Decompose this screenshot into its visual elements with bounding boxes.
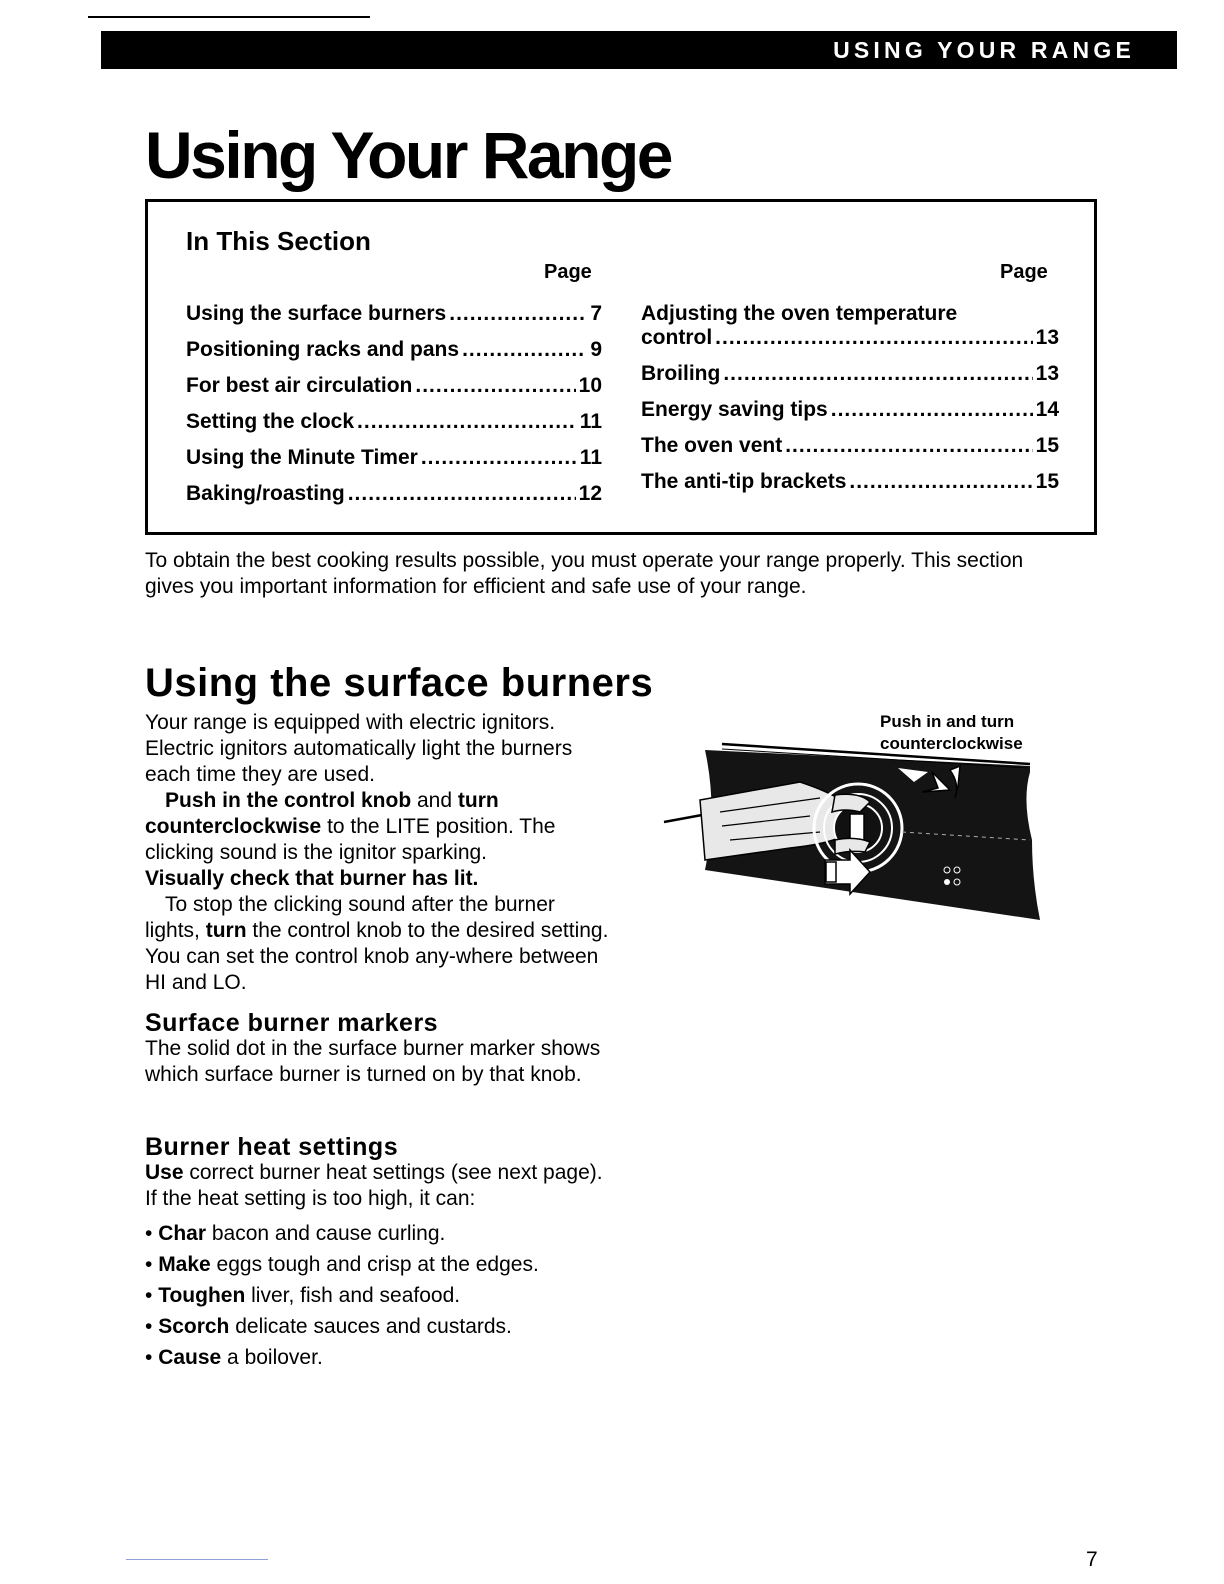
toc-item: Using the Minute Timer ..... 11 — [186, 446, 602, 482]
list-item: • Scorch delicate sauces and custards. — [145, 1315, 512, 1338]
paragraph: Push in the control knob and turn counterclockwise to the LITE position. The clicking sound is the ignitor sparking. — [145, 789, 556, 864]
toc-item: For best air circulation ..... 10 — [186, 374, 602, 410]
toc-item: Adjusting the oven temperature control ..... 13 — [641, 302, 1059, 362]
toc-page-label-left: Page — [544, 261, 592, 283]
list-item: • Cause a boilover. — [145, 1346, 323, 1369]
toc-item: Positioning racks and pans ..... 9 — [186, 338, 602, 374]
in-this-section-box — [145, 199, 1097, 535]
toc-item: Setting the clock ..... 11 — [186, 410, 602, 446]
paragraph: Visually check that burner has lit. — [145, 867, 479, 890]
bottom-rule — [126, 1559, 268, 1560]
paragraph: To stop the clicking sound after the burner lights, turn the control knob to the desired setting. You can set the control knob any-where between HI and LO. — [145, 893, 609, 994]
toc-item: Energy saving tips ..... 14 — [641, 398, 1059, 434]
bullet-list — [145, 1218, 615, 1373]
subsection-heading: Burner heat settings — [145, 1133, 399, 1161]
surface-burner-markers — [145, 1010, 615, 1088]
list-item: • Char bacon and cause curling. — [145, 1222, 446, 1245]
page-number: 7 — [1086, 1548, 1098, 1571]
burner-heat-settings — [145, 1134, 615, 1373]
toc-item: Broiling ..... 13 — [641, 362, 1059, 398]
paragraph: Use correct burner heat settings (see next page). If the heat setting is too high, it can: — [145, 1161, 603, 1210]
toc-right-column — [641, 302, 1059, 506]
list-item: • Make eggs tough and crisp at the edges. — [145, 1253, 539, 1276]
page-title: Using Your Range — [145, 118, 671, 192]
control-knob-illustration — [660, 740, 1060, 930]
section-header-label: USING YOUR RANGE — [833, 36, 1135, 63]
subsection-heading: Surface burner markers — [145, 1009, 439, 1037]
list-item: • Toughen liver, fish and seafood. — [145, 1284, 461, 1307]
toc-left-column — [186, 302, 602, 518]
top-rule — [88, 16, 370, 18]
intro-paragraph: To obtain the best cooking results possible, you must operate your range properly. This section gives you important information for efficient and safe use of your range. — [145, 549, 1024, 598]
paragraph: Your range is equipped with electric ignitors. Electric ignitors automatically light the burners each time they are used. — [145, 711, 573, 786]
section-title: Using the surface burners — [145, 661, 654, 705]
figure-caption: Push in and turn counterclockwise — [880, 712, 1023, 753]
toc-heading: In This Section — [186, 226, 371, 256]
section-header-bar — [101, 31, 1177, 69]
toc-item: The anti-tip brackets ..... 15 — [641, 470, 1059, 506]
toc-item: The oven vent ..... 15 — [641, 434, 1059, 470]
toc-page-label-right: Page — [1000, 261, 1048, 283]
toc-item: Using the surface burners ..... 7 — [186, 302, 602, 338]
surface-burners-text — [145, 710, 615, 996]
paragraph: The solid dot in the surface burner marker shows which surface burner is turned on by that knob. — [145, 1037, 601, 1086]
toc-item: Baking/roasting ..... 12 — [186, 482, 602, 518]
